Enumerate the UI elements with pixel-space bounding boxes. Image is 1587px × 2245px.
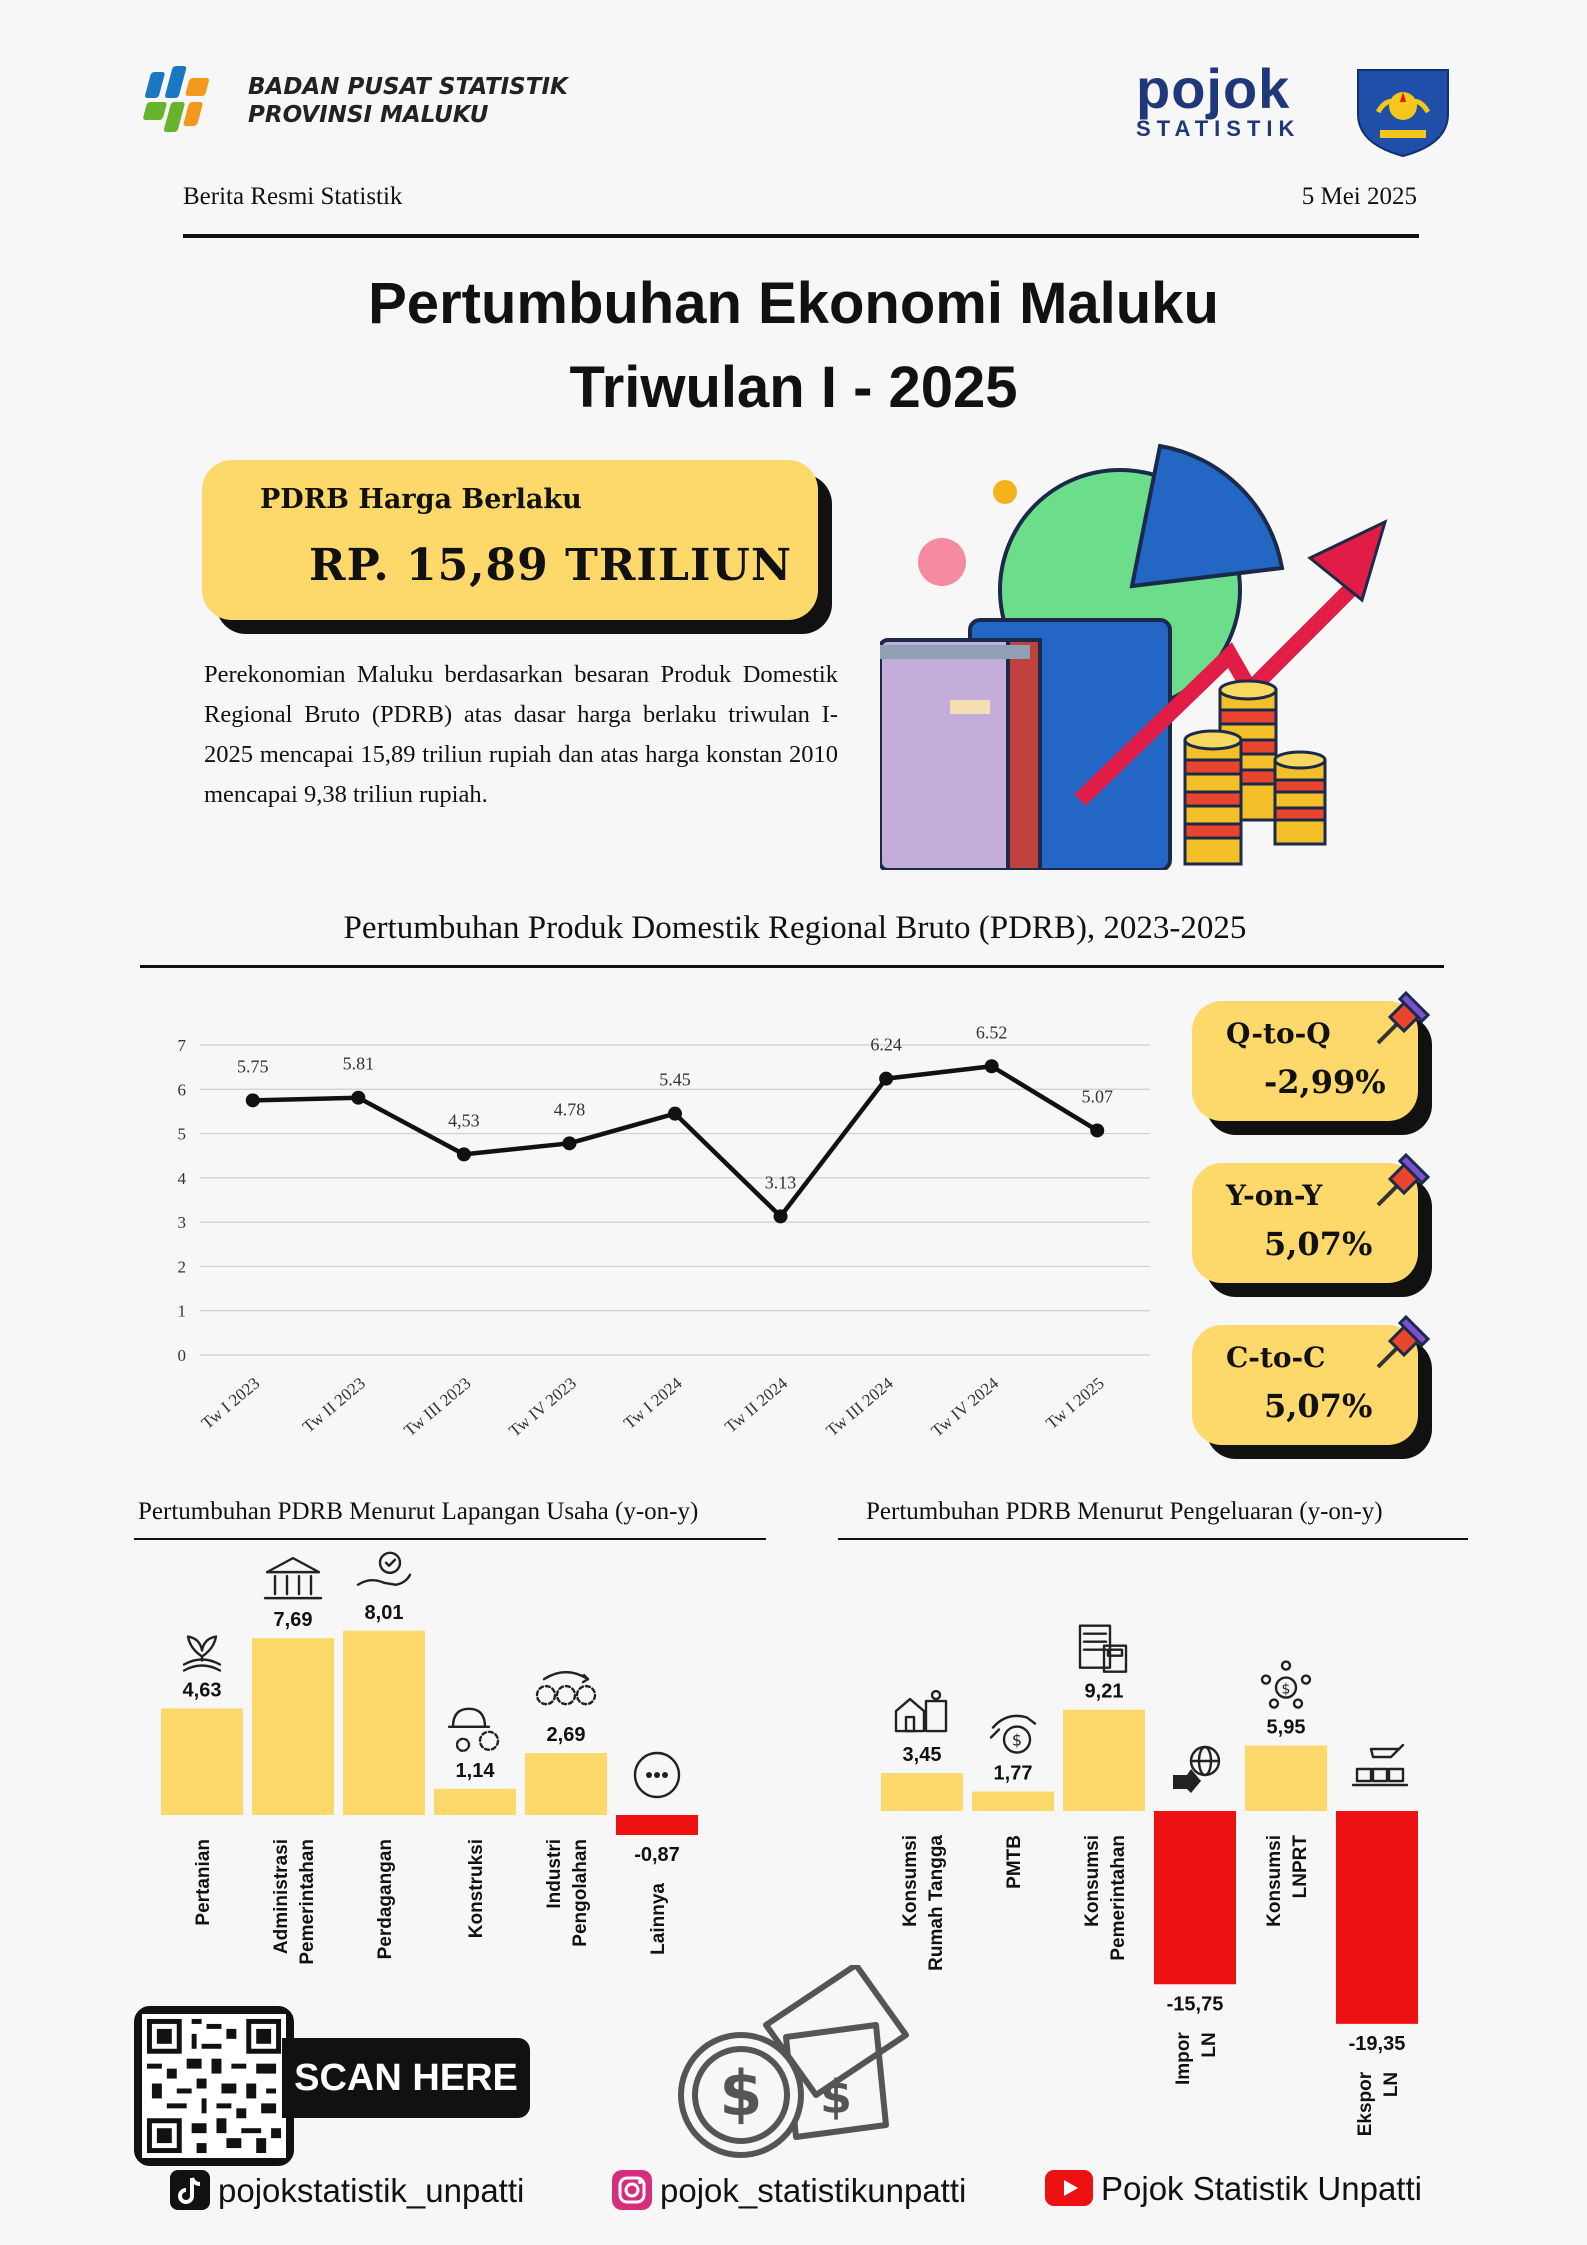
globe-import-icon [1173, 1747, 1219, 1793]
svg-text:$: $ [1281, 1681, 1291, 1698]
data-label: 2,69 [546, 1724, 586, 1747]
data-label: -0,87 [634, 1844, 680, 1867]
category-label [648, 1883, 669, 1955]
org-name-line1: BADAN PUSAT STATISTIK [248, 74, 568, 100]
expenditure-chart-title: Pertumbuhan PDRB Menurut Pengeluaran (y-on-y) [866, 1498, 1383, 1525]
bar [1154, 1811, 1236, 1984]
svg-text:$: $ [1011, 1730, 1023, 1750]
data-label: 3,45 [902, 1744, 942, 1767]
stat-value: -2,99% [1264, 1063, 1386, 1101]
data-point [985, 1059, 999, 1073]
data-label: 9,21 [1084, 1680, 1124, 1703]
category-label [1173, 2032, 1220, 2085]
org-name-line2: PROVINSI MALUKU [248, 102, 489, 128]
instagram-link[interactable] [612, 2170, 966, 2210]
data-label: 7,69 [273, 1609, 313, 1632]
category-label-line: Konsumsi [1264, 1835, 1285, 1927]
category-label-line: Administrasi [271, 1839, 292, 1955]
y-tick-label: 7 [177, 1036, 186, 1055]
stat-value: 5,07% [1264, 1225, 1373, 1263]
pojok-brand-sub: STATISTIK [1136, 116, 1301, 141]
category-label-line: Konsumsi [1082, 1835, 1103, 1927]
x-tick-label: Tw II 2023 [299, 1373, 369, 1437]
data-label: 8,01 [364, 1601, 404, 1624]
pojok-brand: pojok [1136, 57, 1291, 120]
data-label: 6.24 [870, 1034, 902, 1055]
y-tick-label: 4 [177, 1168, 186, 1188]
x-tick-label: Tw I 2024 [620, 1373, 686, 1433]
economy-illustration-icon [880, 440, 1400, 870]
category-label-line: LNPRT [1290, 1835, 1311, 1899]
stat-label: Y-on-Y [1226, 1179, 1323, 1212]
hand-coin-icon [358, 1553, 410, 1585]
data-label: 5.81 [342, 1053, 375, 1074]
university-emblem-icon [1348, 62, 1458, 158]
x-tick-label: Tw IV 2023 [505, 1373, 581, 1441]
category-label [1004, 1835, 1025, 1889]
bar [1336, 1811, 1418, 2024]
youtube-link[interactable] [1045, 2170, 1422, 2208]
data-label: 5,95 [1266, 1716, 1306, 1739]
data-label: 1,77 [993, 1762, 1033, 1785]
x-tick-label: Tw I 2023 [197, 1373, 264, 1433]
tiktok-link[interactable] [170, 2170, 524, 2210]
category-label-line: Ekspor [1355, 2071, 1376, 2137]
category-label-line: Pemerintahan [1108, 1835, 1129, 1961]
svg-text:$: $ [719, 2057, 763, 2130]
industry-gears-icon [537, 1672, 595, 1704]
document-type: Berita Resmi Statistik [183, 183, 403, 210]
push-pin-icon [1368, 1145, 1438, 1215]
y-tick-label: 1 [177, 1301, 186, 1321]
data-point [246, 1093, 260, 1107]
category-label [271, 1839, 318, 1965]
push-pin-icon [1368, 983, 1438, 1053]
instagram-handle: pojok_statistikunpatti [660, 2172, 967, 2209]
bar [1063, 1710, 1145, 1811]
data-label: 4,53 [448, 1110, 480, 1131]
youtube-icon [1045, 2170, 1093, 2206]
plane-cargo-icon [1353, 1745, 1407, 1785]
data-point [562, 1136, 576, 1150]
youtube-channel: Pojok Statistik Unpatti [1101, 2170, 1422, 2207]
category-label [375, 1839, 396, 1959]
category-label-line: Pertanian [193, 1839, 214, 1926]
x-tick-label: Tw III 2023 [400, 1373, 475, 1441]
data-point [457, 1147, 471, 1161]
y-tick-label: 0 [177, 1346, 186, 1365]
data-label: 5.75 [237, 1056, 269, 1077]
y-tick-label: 3 [177, 1213, 186, 1233]
house-family-icon [896, 1691, 946, 1731]
industry-growth-bar-chart [140, 1545, 740, 2000]
page-title [0, 262, 1587, 430]
more-dots-icon [635, 1753, 679, 1797]
data-label: -19,35 [1348, 2032, 1406, 2055]
qr-code[interactable] [134, 2006, 294, 2166]
bar [343, 1631, 425, 1815]
category-label [1264, 1835, 1311, 1927]
stat-card-yony [1192, 1163, 1418, 1283]
data-label: 6.52 [975, 1022, 1008, 1043]
stat-label: Q-to-Q [1226, 1017, 1331, 1050]
bar [616, 1815, 698, 1835]
x-tick-label: Tw II 2024 [721, 1373, 792, 1437]
data-label: 4,63 [182, 1679, 222, 1702]
data-label: -15,75 [1166, 1993, 1224, 2016]
cash-flow-icon [991, 1716, 1035, 1753]
category-label [466, 1839, 487, 1938]
line-chart-title: Pertumbuhan Produk Domestik Regional Bruto (PDRB), 2023-2025 [343, 910, 1247, 946]
y-tick-label: 2 [177, 1257, 186, 1277]
category-label-line: Konstruksi [466, 1839, 487, 1939]
category-label-line: Impor [1173, 2032, 1194, 2086]
qr-code-icon [142, 2014, 286, 2158]
page-title-line1: Pertumbuhan Ekonomi Maluku [368, 271, 1219, 336]
x-tick-label: Tw I 2025 [1042, 1373, 1108, 1433]
category-label-line: Konsumsi [900, 1835, 921, 1927]
bar [252, 1638, 334, 1815]
data-point [351, 1091, 365, 1105]
plant-icon [184, 1637, 220, 1671]
data-point [774, 1209, 788, 1223]
stat-card-ctoc [1192, 1325, 1418, 1445]
data-point [668, 1107, 682, 1121]
svg-text:$: $ [819, 2070, 853, 2124]
data-label: 5.07 [1081, 1086, 1113, 1107]
people-money-icon [1262, 1662, 1310, 1708]
category-label-line: Rumah Tangga [926, 1835, 947, 1971]
data-point [1090, 1123, 1104, 1137]
category-label-line: Industri [544, 1839, 565, 1909]
bar [881, 1773, 963, 1811]
category-label-line: Pengolahan [570, 1839, 591, 1947]
data-label: 4.78 [553, 1099, 586, 1120]
pdrb-growth-line-chart [140, 1000, 1160, 1460]
industry-chart-divider [134, 1538, 766, 1540]
page-title-line2: Triwulan I - 2025 [569, 355, 1018, 420]
category-label-line: PMTB [1004, 1835, 1025, 1889]
bank-building-icon [265, 1558, 321, 1598]
stat-label: C-to-C [1226, 1341, 1326, 1374]
category-label [1082, 1835, 1129, 1961]
tiktok-handle: pojokstatistik_unpatti [218, 2172, 525, 2209]
header-divider [183, 234, 1419, 238]
bar [161, 1709, 243, 1815]
category-label-line: Lainnya [648, 1883, 669, 1955]
receipt-calculator-icon [1080, 1626, 1126, 1672]
category-label-line: Perdagangan [375, 1839, 396, 1960]
category-label-line: LN [1199, 2032, 1220, 2058]
pdrb-description: Perekonomian Maluku berdasarkan besaran Produk Domestik Regional Bruto (PDRB) atas dasar harga berlaku triwulan I-2025 mencapai 15,89 triliun rupiah dan atas harga konstan 2010 mencapai 9,38 triliun rupiah. [204, 661, 838, 808]
pdrb-value: RP. 15,89 TRILIUN [309, 540, 793, 591]
bar [525, 1753, 607, 1815]
stat-card-qtoq [1192, 1001, 1418, 1121]
category-label [544, 1839, 591, 1947]
push-pin-icon [1368, 1307, 1438, 1377]
expenditure-chart-divider [838, 1538, 1468, 1540]
category-label-line: Pemerintahan [297, 1839, 318, 1965]
pdrb-label: PDRB Harga Berlaku [260, 484, 582, 515]
category-label-line: LN [1381, 2071, 1402, 2098]
tiktok-icon [170, 2170, 210, 2210]
instagram-icon [612, 2170, 652, 2210]
category-label [193, 1839, 214, 1926]
bps-logo-icon [138, 62, 238, 142]
y-tick-label: 5 [177, 1124, 186, 1144]
pdrb-card [202, 460, 818, 620]
money-coin-icon [676, 1965, 916, 2165]
publish-date: 5 Mei 2025 [1301, 183, 1417, 210]
gears-helmet-icon [449, 1709, 498, 1751]
data-point [879, 1072, 893, 1086]
bar [1245, 1746, 1327, 1811]
bar [972, 1792, 1054, 1811]
chart-divider [140, 965, 1444, 968]
industry-chart-title: Pertumbuhan PDRB Menurut Lapangan Usaha (y-on-y) [138, 1498, 699, 1525]
data-label: 3.13 [764, 1172, 797, 1193]
x-tick-label: Tw III 2024 [822, 1373, 897, 1441]
category-label [1355, 2071, 1402, 2136]
expenditure-growth-bar-chart [870, 1545, 1430, 2145]
x-tick-label: Tw IV 2024 [927, 1373, 1003, 1441]
scan-here-button[interactable]: SCAN HERE [282, 2038, 530, 2118]
category-label [900, 1835, 947, 1971]
data-label: 1,14 [455, 1759, 495, 1782]
stat-value: 5,07% [1264, 1387, 1373, 1425]
data-label: 5.45 [659, 1069, 691, 1090]
bar [434, 1789, 516, 1815]
y-tick-label: 6 [177, 1080, 186, 1100]
org-name [248, 73, 568, 129]
